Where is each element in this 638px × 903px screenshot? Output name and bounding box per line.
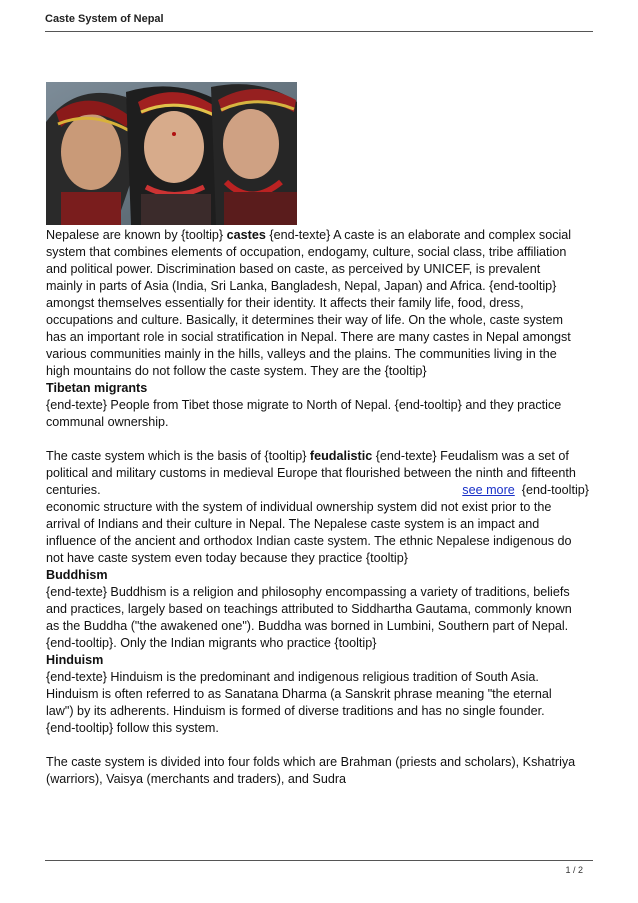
economic-line: influence of the ancient and orthodox Indian caste system. The ethnic Nepalese indigenous do [46,534,572,548]
intro-first-line [46,227,595,244]
intro-line: various communities mainly in the hills, valleys and the plains. The communities living in the [46,347,557,361]
centuries-text: centuries. [46,483,101,497]
paragraph-gap [46,431,595,448]
economic-line: not have caste system even today because they practice {tooltip} [46,551,408,565]
hinduism-line: Hinduism is often referred to as Sanatana Dharma (a Sanskrit phrase meaning "the eternal [46,687,552,701]
folds-line: The caste system is divided into four folds which are Brahman (priests and scholars), Kshatriya [46,755,576,769]
footer-divider [45,860,593,861]
heading-tibetan-migrants: Tibetan migrants [46,381,148,395]
intro-line: mainly in parts of Asia (India, Sri Lanka, Bangladesh, Nepal, Japan) and Africa. {end-tooltip} [46,279,557,293]
intro-line: and political power. Discrimination based on caste, as perceived by UNICEF, is prevalent [46,262,541,276]
intro-line: occupations and culture. Basically, it determines their way of life. On the whole, caste system [46,313,564,327]
tibetan-line: communal ownership. [46,415,169,429]
paragraph-gap [46,737,595,754]
hinduism-line: law") by its adherents. Hinduism is formed of diverse traditions and has no single founder. [46,704,545,718]
caste-basis-text-1: The caste system which is the basis of {tooltip} [46,449,307,463]
heading-hinduism: Hinduism [46,653,104,667]
intro-line: system that combines elements of occupation, endogamy, culture, social class, tribe affiliation [46,245,567,259]
buddhism-line: and practices, largely based on teachings attributed to Siddhartha Gautama, commonly known [46,602,572,616]
buddhism-line: as the Buddha ("the awakened one"). Buddha was borned in Lumbini, Southern part of Nepal. [46,619,569,633]
see-more-link[interactable]: see more [462,483,515,497]
keyword-feudalistic: feudalistic [309,449,373,463]
keyword-castes: castes [226,228,266,242]
page-header-title: Caste System of Nepal [45,13,164,25]
intro-line: high mountains do not follow the caste system. They are the {tooltip} [46,364,427,378]
photo-nepalese-women [46,82,297,225]
intro-text-2: {end-texte} A caste is an elaborate and complex social [269,228,572,242]
hinduism-line: {end-tooltip} follow this system. [46,721,219,735]
centuries-line [46,482,595,499]
economic-line: arrival of Indians and their culture in Nepal. The Nepalese caste system is an impact and [46,517,540,531]
buddhism-line: {end-tooltip}. Only the Indian migrants who practice {tooltip} [46,636,377,650]
caste-basis-text-2: {end-texte} Feudalism was a set of [375,449,569,463]
economic-line: economic structure with the system of individual ownership system did not exist prior to the [46,500,552,514]
caste-basis-first-line [46,448,595,465]
caste-basis-line: political and military customs in medieval Europe that flourished between the ninth and fifteenth [46,466,576,480]
intro-line: amongst themselves essentially for their identity. It affects their family life, food, dress, [46,296,524,310]
header-divider [45,31,593,32]
hinduism-line: {end-texte} Hinduism is the predominant and indigenous religious tradition of South Asia. [46,670,539,684]
heading-buddhism: Buddhism [46,568,108,582]
end-tooltip-text: {end-tooltip} [521,483,589,497]
intro-line: has an important role in social stratification in Nepal. There are many castes in Nepal amongst [46,330,571,344]
see-more-group [462,482,589,499]
tibetan-line: {end-texte} People from Tibet those migrate to North of Nepal. {end-tooltip} and they practice [46,398,562,412]
folds-line: (warriors), Vaisya (merchants and traders), and Sudra [46,772,347,786]
buddhism-line: {end-texte} Buddhism is a religion and philosophy encompassing a variety of traditions, beliefs [46,585,570,599]
article-body [46,227,595,788]
page-number: 1 / 2 [565,865,583,875]
intro-text-1: Nepalese are known by {tooltip} [46,228,224,242]
